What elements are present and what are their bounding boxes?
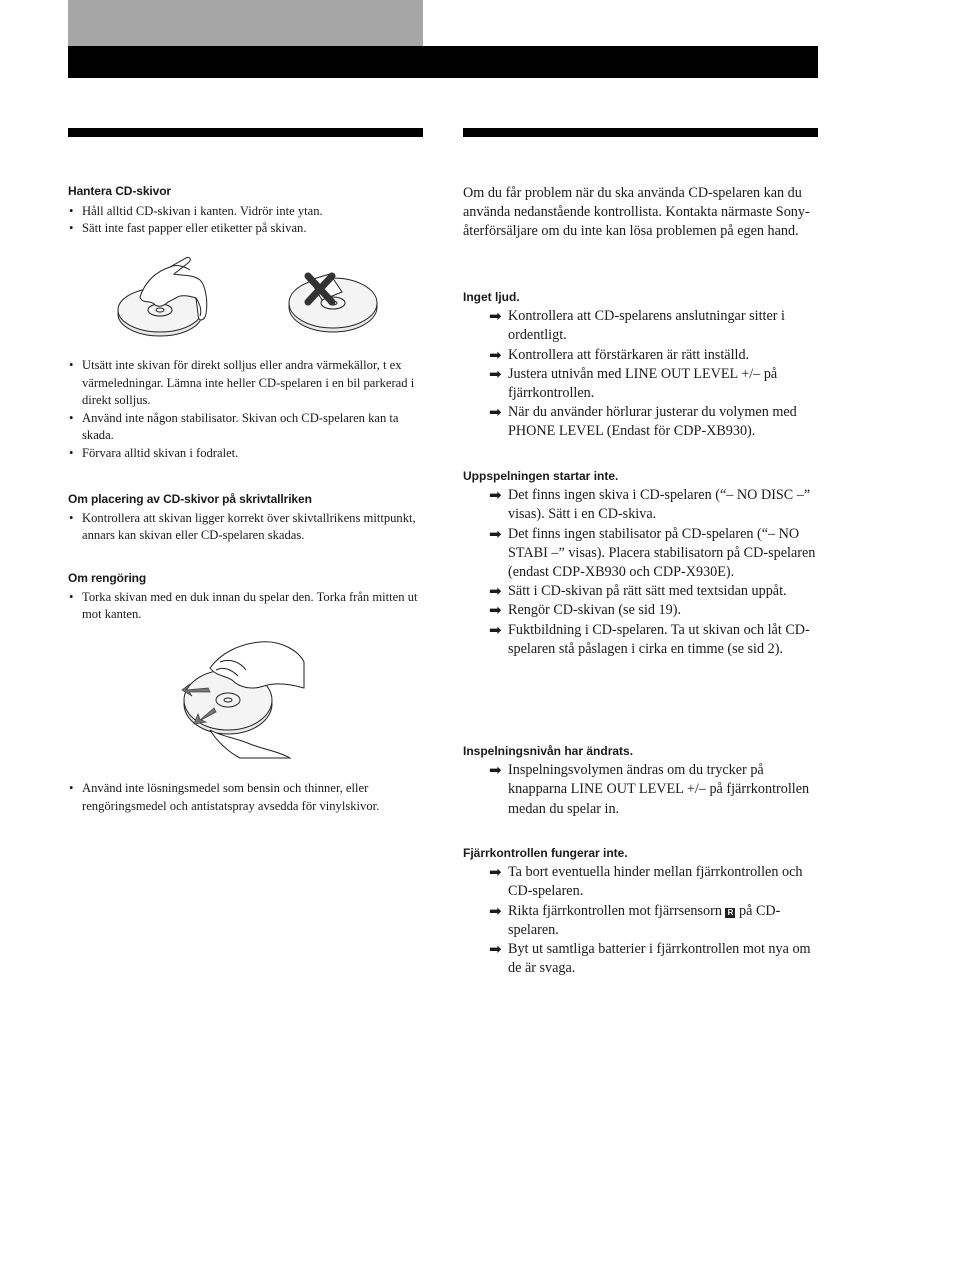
arrow-icon: ➡ — [489, 601, 502, 620]
arrow-icon: ➡ — [489, 307, 502, 326]
list-item: • Använd inte någon stabilisator. Skivan och CD-spelaren kan ta skada. — [68, 410, 428, 445]
no-sound-list — [463, 307, 823, 441]
no-sound-heading: Inget ljud. — [463, 290, 520, 304]
list-item: ➡ Rikta fjärrkontrollen mot fjärrsensorn R på CD-spelaren. — [489, 901, 781, 938]
list-item: ➡ Byt ut samtliga batterier i fjärrkontrollen mot nya om de är svaga. — [489, 940, 811, 977]
cleaning-warning-list — [68, 780, 428, 815]
placement-list — [68, 510, 428, 545]
handling-list — [68, 203, 428, 238]
no-play-list — [463, 486, 823, 659]
list-item: • Torka skivan med en duk innan du spelar den. Torka från mitten ut mot kanten. — [68, 589, 428, 624]
list-item: ➡ Kontrollera att CD-spelarens anslutningar sitter i ordentligt. — [489, 307, 785, 344]
list-item: • Förvara alltid skivan i fodralet. — [68, 445, 428, 463]
header-gray-tab — [68, 0, 423, 46]
arrow-icon: ➡ — [489, 403, 502, 422]
list-item: ➡ Fuktbildning i CD-spelaren. Ta ut skivan och låt CD-spelaren stå påslagen i cirka en timme (se sid 2). — [489, 620, 810, 657]
remote-section — [463, 844, 823, 978]
cleaning-warnings — [68, 780, 428, 815]
list-item: • Håll alltid CD-skivan i kanten. Vidrör inte ytan. — [68, 203, 428, 221]
cleaning-heading: Om rengöring — [68, 571, 147, 585]
arrow-icon: ➡ — [489, 620, 502, 639]
list-item: ➡ Justera utnivån med LINE OUT LEVEL +/– på fjärrkontrollen. — [489, 364, 778, 402]
disc-handling-illustration — [110, 252, 400, 344]
cleaning-list — [68, 589, 428, 624]
cleaning-section — [68, 570, 428, 624]
list-item: ➡ Det finns ingen stabilisator på CD-spelaren (“– NO STABI –” visas). Placera stabilisatorn på CD-spelaren (endast CDP-XB930 och CDP-X930E). — [489, 524, 816, 581]
list-item: ➡ Inspelningsvolymen ändras om du trycker på knapparna LINE OUT LEVEL +/– på fjärrkontrollen medan du spelar in. — [489, 761, 810, 817]
list-item: • Kontrollera att skivan ligger korrekt över skivtallrikens mittpunkt, annars kan skivan eller CD-spelaren skadas. — [68, 510, 428, 545]
list-item: ➡ Kontrollera att förstärkaren är rätt inställd. — [489, 345, 750, 364]
handling-heading: Hantera CD-skivor — [68, 184, 172, 198]
remote-heading: Fjärrkontrollen fungerar inte. — [463, 846, 628, 860]
no-play-section — [463, 467, 823, 659]
handling-section — [68, 183, 428, 238]
disc-cleaning-illustration — [180, 640, 310, 760]
handling-warning-list — [68, 357, 428, 462]
left-column-rule — [68, 128, 423, 137]
rec-level-list — [463, 761, 823, 819]
no-play-heading: Uppspelningen startar inte. — [463, 469, 619, 483]
arrow-icon: ➡ — [489, 345, 502, 364]
list-item: ➡ Ta bort eventuella hinder mellan fjärrkontrollen och CD-spelaren. — [489, 863, 803, 900]
arrow-icon: ➡ — [489, 863, 502, 882]
list-item: • Sätt inte fast papper eller etiketter på skivan. — [68, 220, 428, 238]
no-sound-section — [463, 288, 823, 442]
arrow-icon: ➡ — [489, 940, 502, 959]
right-column-rule — [463, 128, 818, 137]
remote-list — [463, 863, 823, 978]
placement-heading: Om placering av CD-skivor på skrivtallriken — [68, 492, 312, 506]
header-black-band — [68, 46, 818, 78]
handling-warnings — [68, 357, 428, 462]
list-item: ➡ Sätt i CD-skivan på rätt sätt med textsidan uppåt. — [489, 582, 787, 601]
troubleshooting-intro — [463, 184, 823, 242]
list-item: • Utsätt inte skivan för direkt solljus eller andra värmekällor, t ex värmeledningar. Lämna inte heller CD-spelaren i en bil parkerad i direkt solljus. — [68, 357, 428, 410]
intro-text: Om du får problem när du ska använda CD-spelaren kan du använda nedanstående kontrollista. Kontakta närmaste Sony-återförsäljare om du inte kan lösa problemen på egen hand. — [463, 185, 810, 240]
rec-level-section — [463, 742, 823, 819]
arrow-icon: ➡ — [489, 761, 502, 780]
arrow-icon: ➡ — [489, 524, 502, 543]
arrow-icon: ➡ — [489, 901, 502, 920]
placement-section — [68, 491, 428, 545]
arrow-icon: ➡ — [489, 582, 502, 601]
arrow-icon: ➡ — [489, 486, 502, 505]
rec-level-heading: Inspelningsnivån har ändrats. — [463, 744, 634, 758]
list-item: ➡ När du använder hörlurar justerar du volymen med PHONE LEVEL (Endast för CDP-XB930). — [489, 403, 797, 440]
list-item: ➡ Det finns ingen skiva i CD-spelaren (“– NO DISC –” visas). Sätt i en CD-skiva. — [489, 486, 811, 523]
remote-sensor-icon: R — [725, 908, 735, 918]
arrow-icon: ➡ — [489, 364, 502, 383]
list-item: ➡ Rengör CD-skivan (se sid 19). — [489, 601, 681, 620]
list-item: • Använd inte lösningsmedel som bensin och thinner, eller rengöringsmedel och antistatspray avsedda för vinylskivor. — [68, 780, 428, 815]
